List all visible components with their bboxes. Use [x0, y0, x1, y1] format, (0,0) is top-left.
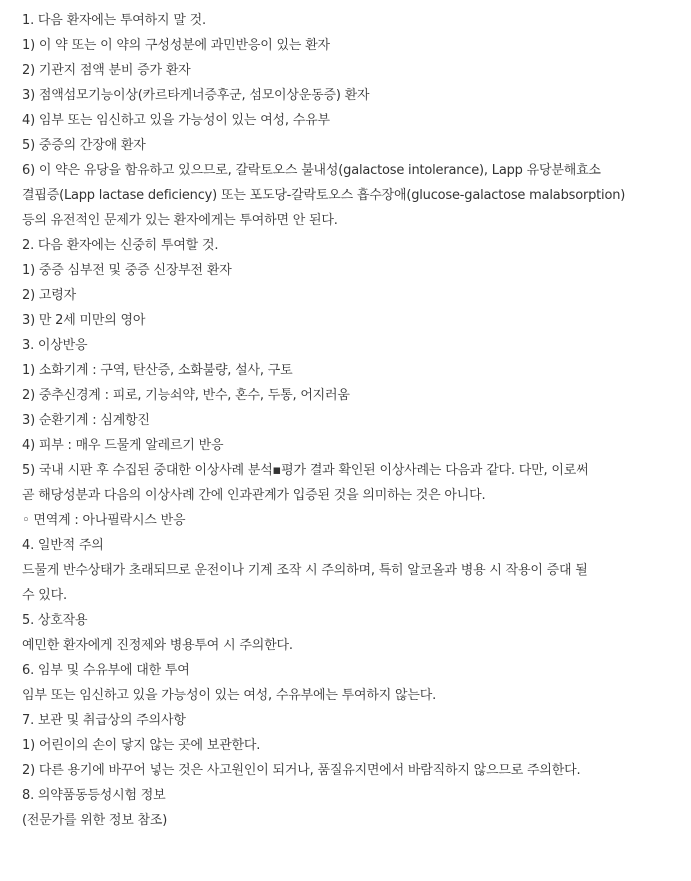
list-item: 6) 이 약은 유당을 함유하고 있으므로, 갈락토오스 불내성(galactose intolerance), Lapp 유당분해효소	[22, 163, 601, 178]
list-item: 2) 기관지 점액 분비 증가 환자	[22, 63, 191, 78]
section-heading-interactions: 5. 상호작용	[22, 613, 88, 628]
paragraph: 드물게 반수상태가 초래되므로 운전이나 기계 조작 시 주의하며, 특히 알코올과 병용 시 작용이 증대 될	[22, 563, 588, 578]
list-item: 2) 중추신경계 : 피로, 기능쇠약, 반수, 혼수, 두통, 어지러움	[22, 388, 350, 403]
list-item-continuation: 곧 해당성분과 다음의 이상사례 간에 인과관계가 입증된 것을 의미하는 것은 아니다.	[22, 488, 486, 503]
paragraph: 임부 또는 임신하고 있을 가능성이 있는 여성, 수유부에는 투여하지 않는다.	[22, 688, 436, 703]
list-item: 3) 만 2세 미만의 영아	[22, 313, 146, 328]
list-item-continuation: 결핍증(Lapp lactase deficiency) 또는 포도당-갈락토오스 흡수장애(glucose-galactose malabsorption)	[22, 188, 626, 203]
list-item: 1) 중증 심부전 및 중증 신장부전 환자	[22, 263, 232, 278]
list-item: 5) 중증의 간장애 환자	[22, 138, 146, 153]
paragraph: 예민한 환자에게 진정제와 병용투여 시 주의한다.	[22, 638, 293, 653]
paragraph: (전문가를 위한 정보 참조)	[22, 813, 168, 828]
list-item: 2) 다른 용기에 바꾸어 넣는 것은 사고원인이 되거나, 품질유지면에서 바람직하지 않으므로 주의한다.	[22, 763, 581, 778]
section-heading-bioequivalence: 8. 의약품동등성시험 정보	[22, 788, 166, 803]
section-heading-caution: 2. 다음 환자에는 신중히 투여할 것.	[22, 238, 219, 253]
list-item: 2) 고령자	[22, 288, 76, 303]
list-item: 4) 피부 : 매우 드물게 알레르기 반응	[22, 438, 224, 453]
list-item-continuation: 등의 유전적인 문제가 있는 환자에게는 투여하면 안 된다.	[22, 213, 338, 228]
section-heading-contraindications: 1. 다음 환자에는 투여하지 말 것.	[22, 13, 206, 28]
section-heading-pregnancy: 6. 임부 및 수유부에 대한 투여	[22, 663, 190, 678]
list-item: 1) 어린이의 손이 닿지 않는 곳에 보관한다.	[22, 738, 261, 753]
list-item: 4) 임부 또는 임신하고 있을 가능성이 있는 여성, 수유부	[22, 113, 330, 128]
list-item: 3) 순환기계 : 심계항진	[22, 413, 150, 428]
list-item: 1) 소화기계 : 구역, 탄산증, 소화불량, 설사, 구토	[22, 363, 293, 378]
section-heading-general-precautions: 4. 일반적 주의	[22, 538, 104, 553]
list-item: 3) 점액섬모기능이상(카르타게너증후군, 섬모이상운동증) 환자	[22, 88, 370, 103]
list-item: 5) 국내 시판 후 수집된 중대한 이상사례 분석▪평가 결과 확인된 이상사례는 다음과 같다. 다만, 이로써	[22, 463, 589, 478]
paragraph-continuation: 수 있다.	[22, 588, 67, 603]
list-item: 1) 이 약 또는 이 약의 구성성분에 과민반응이 있는 환자	[22, 38, 330, 53]
section-heading-adverse-reactions: 3. 이상반응	[22, 338, 88, 353]
bullet-item: ◦ 면역계 : 아나필락시스 반응	[22, 513, 186, 528]
section-heading-storage: 7. 보관 및 취급상의 주의사항	[22, 713, 186, 728]
